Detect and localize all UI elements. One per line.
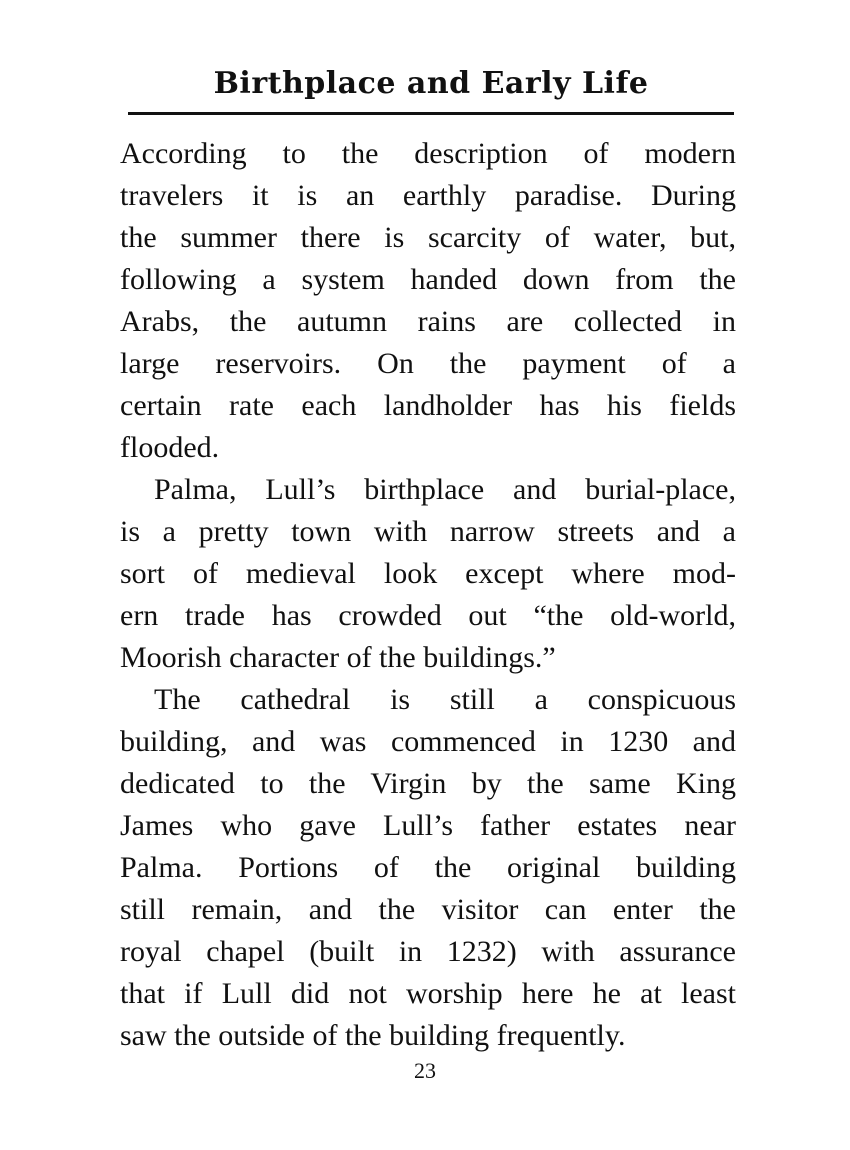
text-line: sort of medieval look except where mod-	[120, 557, 736, 590]
text-line: dedicated to the Virgin by the same King	[120, 767, 736, 800]
text-line: royal chapel (built in 1232) with assurance	[120, 935, 736, 968]
text-line: flooded.	[120, 431, 220, 464]
text-line: ern trade has crowded out “the old-world,	[120, 599, 736, 632]
text-line: building, and was commenced in 1230 and	[120, 725, 736, 758]
text-line: The cathedral is still a conspicuous	[154, 683, 736, 716]
text-line: saw the outside of the building frequently.	[120, 1019, 626, 1052]
text-line: the summer there is scarcity of water, but,	[120, 221, 736, 254]
text-line: Arabs, the autumn rains are collected in	[120, 305, 736, 338]
text-line: that if Lull did not worship here he at least	[120, 977, 736, 1010]
text-line: Palma, Lull’s birthplace and burial-place,	[154, 473, 736, 506]
text-line: large reservoirs. On the payment of a	[120, 347, 736, 380]
running-head: Birthplace and Early Life	[213, 66, 649, 101]
text-line: According to the description of modern	[120, 137, 736, 170]
text-line: Moorish character of the buildings.”	[120, 641, 556, 674]
text-line: James who gave Lull’s father estates near	[120, 809, 736, 842]
header-rule	[128, 112, 734, 115]
text-line: still remain, and the visitor can enter the	[120, 893, 736, 926]
text-line: is a pretty town with narrow streets and a	[120, 515, 736, 548]
text-line: travelers it is an earthly paradise. During	[120, 179, 736, 212]
page-number: 23	[414, 1058, 436, 1083]
text-line: certain rate each landholder has his fields	[120, 389, 736, 422]
text-line: Palma. Portions of the original building	[120, 851, 736, 884]
body-text	[120, 133, 736, 1057]
text-line: following a system handed down from the	[120, 263, 736, 296]
